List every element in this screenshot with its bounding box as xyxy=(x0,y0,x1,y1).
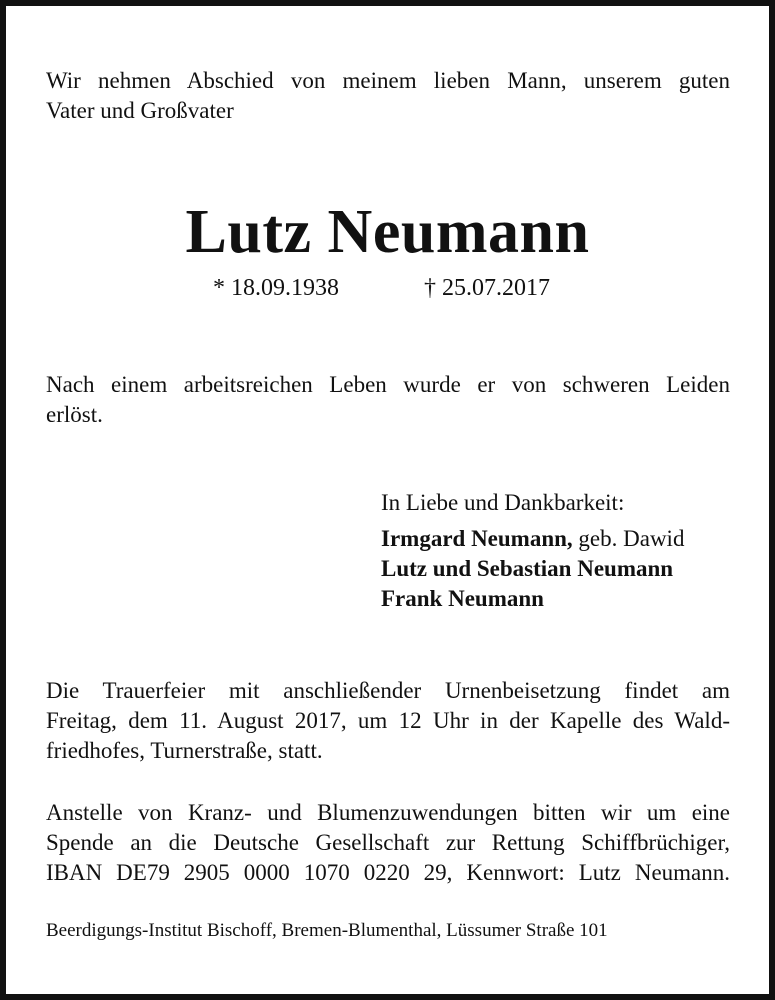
life-text xyxy=(46,370,730,430)
ceremony-line-1: Die Trauerfeier mit anschließender Urnenbeisetzung findet am xyxy=(46,678,730,703)
family-member-1-name: Irmgard Neumann, xyxy=(381,526,573,551)
donation-line-1: Anstelle von Kranz- und Blumenzuwendungen bitten wir um eine xyxy=(46,800,730,825)
deceased-name: Lutz Neumann xyxy=(185,198,590,266)
birth-date: * 18.09.1938 xyxy=(213,275,339,301)
donation-text xyxy=(46,798,730,888)
undertaker-line: Beerdigungs-Institut Bischoff, Bremen-Blumenthal, Lüssumer Straße 101 xyxy=(46,920,608,941)
family-heading: In Liebe und Dankbarkeit: xyxy=(381,490,625,515)
donation-line-3: IBAN DE79 2905 0000 1070 0220 29, Kennwort: Lutz Neumann. xyxy=(46,860,730,885)
death-date: † 25.07.2017 xyxy=(424,275,550,301)
ceremony-text xyxy=(46,676,730,766)
family-member-2 xyxy=(381,554,684,584)
intro-line-1: Wir nehmen Abschied von meinem lieben Mann, unserem guten xyxy=(46,68,730,93)
life-line-2: erlöst. xyxy=(46,402,103,427)
family-member-3 xyxy=(381,584,684,614)
intro-text xyxy=(46,66,730,126)
intro-line-2: Vater und Großvater xyxy=(46,98,234,123)
family-signature xyxy=(381,488,684,614)
ceremony-line-2: Freitag, dem 11. August 2017, um 12 Uhr in der Kapelle des Wald- xyxy=(46,708,730,733)
family-member-3-name: Frank Neumann xyxy=(381,586,544,611)
life-line-1: Nach einem arbeitsreichen Leben wurde er von schweren Leiden xyxy=(46,372,730,397)
family-member-1-note: geb. Dawid xyxy=(572,526,685,551)
family-member-2-name: Lutz und Sebastian Neumann xyxy=(381,556,674,581)
ceremony-line-3: friedhofes, Turnerstraße, statt. xyxy=(46,738,323,763)
donation-line-2: Spende an die Deutsche Gesellschaft zur Rettung Schiffbrüchiger, xyxy=(46,830,730,855)
family-member-1 xyxy=(381,524,684,554)
